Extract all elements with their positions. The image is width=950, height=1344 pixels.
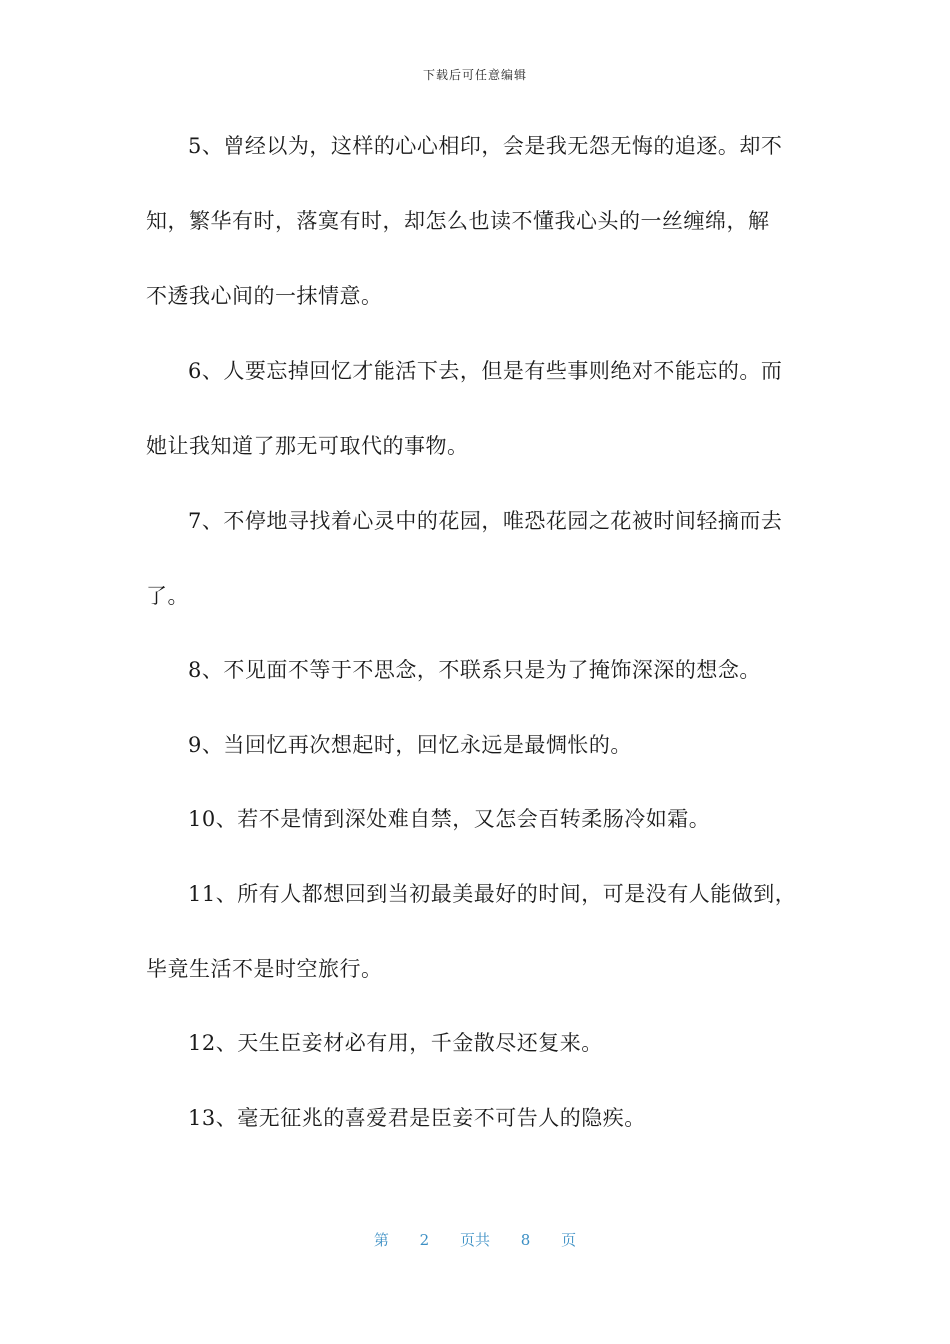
paragraph-line: 了。 [146,584,189,608]
page-current: 2 [419,1231,430,1249]
paragraph-line: 7、不停地寻找着心灵中的花园，唯恐花园之花被时间轻摘而去 [188,509,783,533]
paragraph-line: 不透我心间的一抹情意。 [146,284,383,308]
page-prefix: 第 [373,1231,389,1249]
paragraph-line: 知，繁华有时，落寞有时，却怎么也读不懂我心头的一丝缠绵，解 [146,209,770,233]
paragraph-line: 她让我知道了那无可取代的事物。 [146,434,469,458]
paragraph-line: 6、人要忘掉回忆才能活下去，但是有些事则绝对不能忘的。而 [188,359,783,383]
paragraph-line: 10、若不是情到深处难自禁，又怎会百转柔肠冷如霜。 [188,807,711,831]
paragraph-line: 11、所有人都想回到当初最美最好的时间，可是没有人能做到， [188,882,797,906]
page-number-footer [0,1229,950,1250]
page-middle: 页共 [459,1231,490,1249]
paragraph-line: 毕竟生活不是时空旅行。 [146,957,383,981]
page-total: 8 [520,1231,531,1249]
page-header-note: 下载后可任意编辑 [422,68,527,82]
paragraph-line: 9、当回忆再次想起时，回忆永远是最惆怅的。 [188,733,632,757]
paragraph-line: 13、毫无征兆的喜爱君是臣妾不可告人的隐疾。 [188,1106,646,1130]
paragraph-line: 12、天生臣妾材必有用，千金散尽还复来。 [188,1031,603,1055]
paragraph-line: 5、曾经以为，这样的心心相印，会是我无怨无悔的追逐。却不 [188,134,783,158]
page-suffix: 页 [561,1231,577,1249]
paragraph-line: 8、不见面不等于不思念，不联系只是为了掩饰深深的想念。 [188,658,761,682]
